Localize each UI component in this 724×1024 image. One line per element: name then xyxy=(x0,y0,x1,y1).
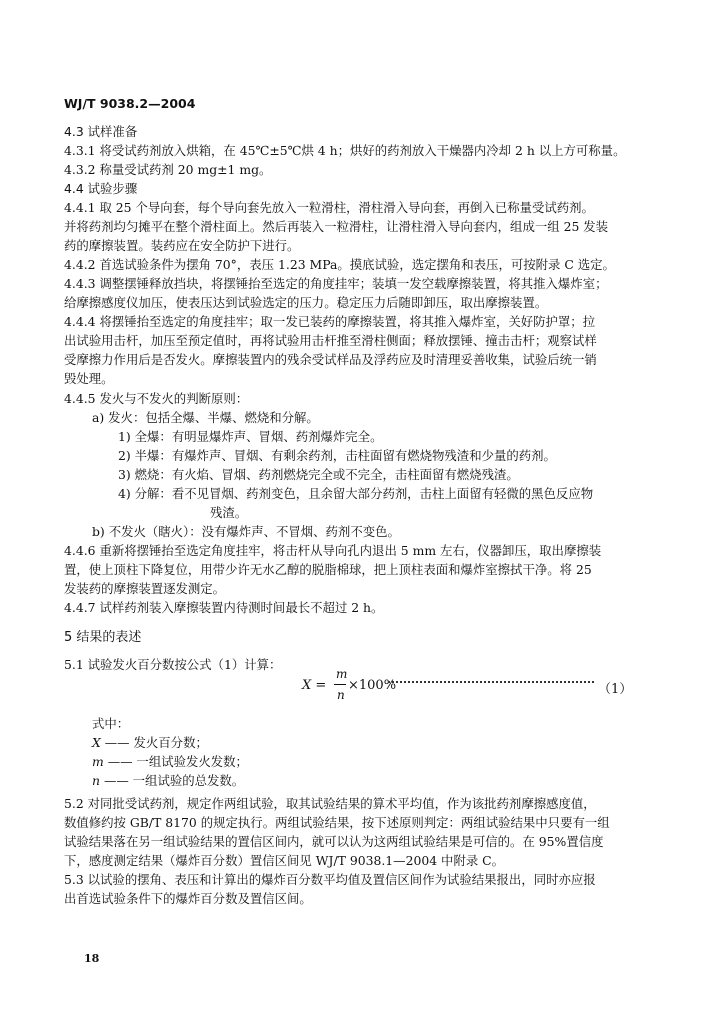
para-5-3-line2: 出首选试验条件下的爆炸百分数及置信区间。 xyxy=(64,891,312,906)
para-4-4-1-line2: 并将药剂均匀摊平在整个滑柱面上。然后再装入一粒滑柱，让滑柱滑入导向套内，组成一组 25 发装 xyxy=(64,219,609,234)
para-4-3-2: 4.3.2 称量受试药剂 20 mg±1 mg。 xyxy=(64,162,272,177)
formula-rhs: ×100% xyxy=(348,678,397,693)
formula-leader-dots xyxy=(388,681,594,683)
page-header: WJ/T 9038.2—2004 xyxy=(64,96,196,111)
para-4-4-2: 4.4.2 首选试验条件为摆角 70°，表压 1.23 MPa。摸底试验，选定摆角和表压，可按附录 C 选定。 xyxy=(64,257,615,272)
list-item-3: 3) 燃烧：有火焰、冒烟、药剂燃烧完全或不完全，击柱面留有燃烧残渣。 xyxy=(118,467,519,482)
para-4-4-4-line3: 受摩擦力作用后是否发火。摩擦装置内的残余受试样品及浮药应及时清理妥善收集，试验后统一销 xyxy=(64,352,597,367)
list-item-a: a) 发火：包括全爆、半爆、燃烧和分解。 xyxy=(92,410,319,425)
definition-row xyxy=(92,754,248,769)
definition-symbol: m xyxy=(92,754,104,769)
para-5-2-line2: 数值修约按 GB/T 8170 的规定执行。两组试验结果，按下述原则判定：两组试验结果中只要有一组 xyxy=(64,815,610,830)
para-4-4-6-line1: 4.4.6 重新将摆锤抬至选定角度挂牢，将击杆从导向孔内退出 5 mm 左右，仪器卸压，取出摩擦装 xyxy=(64,543,602,558)
para-4-4-6-line3: 发装药的摩擦装置逐发测定。 xyxy=(64,581,226,596)
para-5-3-line1: 5.3 以试验的摆角、表压和计算出的爆炸百分数平均值及置信区间作为试验结果报出，同时亦应报 xyxy=(64,872,596,887)
para-4-4-3-line1: 4.4.3 调整摆锤释放挡块，将摆锤抬至选定的角度挂牢；装填一发空载摩擦装置，将其推入爆炸室； xyxy=(64,276,608,291)
para-4-4-4-line4: 毁处理。 xyxy=(64,371,114,386)
para-4-4-1-line3: 药的摩擦装置。装药应在安全防护下进行。 xyxy=(64,238,300,253)
definition-text: —— 发火百分数； xyxy=(104,735,208,750)
para-5-2-line3: 试验结果落在另一组试验结果的置信区间内，就可以认为这两组试验结果是可信的。在 95%置信度 xyxy=(64,834,604,849)
list-item-2: 2) 半爆：有爆炸声、冒烟、有剩余药剂，击柱面留有燃烧物残渣和少量的药剂。 xyxy=(118,448,556,463)
definition-row xyxy=(92,773,244,788)
para-4-4-5: 4.4.5 发火与不发火的判断原则： xyxy=(64,391,249,406)
definition-symbol: n xyxy=(92,773,100,788)
definition-text: —— 一组试验的总发数。 xyxy=(103,773,245,788)
fraction-bar xyxy=(334,684,346,685)
where-label: 式中： xyxy=(92,716,130,731)
heading-4-4: 4.4 试验步骤 xyxy=(64,181,138,196)
para-4-4-4-line2: 出试验用击杆，加压至预定值时，再将试验用击杆推至滑柱侧面；释放摆锤、撞击击杆；观察试样 xyxy=(64,333,597,348)
heading-5: 5 结果的表述 xyxy=(64,630,142,645)
para-5-1: 5.1 试验发火百分数按公式（1）计算： xyxy=(64,657,282,672)
definition-symbol: X xyxy=(92,735,101,750)
list-item-b: b) 不发火（瞎火）：没有爆炸声、不冒烟、药剂不变色。 xyxy=(92,524,400,539)
para-4-4-7: 4.4.7 试样药剂装入摩擦装置内待测时间最长不超过 2 h。 xyxy=(64,600,384,615)
formula-number: （1） xyxy=(598,682,633,697)
para-4-4-6-line2: 置，使上顶柱下降复位，用带少许无水乙醇的脱脂棉球，把上顶柱表面和爆炸室擦拭干净。将 25 xyxy=(64,562,592,577)
heading-4-3: 4.3 试样准备 xyxy=(64,124,138,139)
para-5-2-line4: 下，感度测定结果（爆炸百分数）置信区间见 WJ/T 9038.1—2004 中附录 C。 xyxy=(64,853,505,868)
para-4-4-4-line1: 4.4.4 将摆锤抬至选定的角度挂牢；取一发已装药的摩擦装置，将其推入爆炸室，关好防护罩；拉 xyxy=(64,314,596,329)
page-number: 18 xyxy=(84,952,100,965)
para-4-3-1: 4.3.1 将受试药剂放入烘箱，在 45℃±5℃烘 4 h；烘好的药剂放入干燥器内冷却 2 h 以上方可称量。 xyxy=(64,143,626,158)
definition-row xyxy=(92,735,208,750)
para-4-4-3-line2: 给摩擦感度仪加压，使表压达到试验选定的压力。稳定压力后随即卸压，取出摩擦装置。 xyxy=(64,295,548,310)
para-5-2-line1: 5.2 对同批受试药剂，规定作两组试验，取其试验结果的算术平均值，作为该批药剂摩擦感度值， xyxy=(64,796,596,811)
definition-text: —— 一组试验发火发数； xyxy=(107,754,248,769)
formula-lhs: X = xyxy=(302,678,327,693)
formula-denominator: n xyxy=(337,688,345,702)
formula-numerator: m xyxy=(336,667,348,681)
list-item-4-continued: 残渣。 xyxy=(210,505,248,520)
list-item-1: 1) 全爆：有明显爆炸声、冒烟、药剂爆炸完全。 xyxy=(118,429,383,444)
list-item-4: 4) 分解：看不见冒烟、药剂变色，且余留大部分药剂，击柱上面留有轻微的黑色反应物 xyxy=(118,486,594,501)
para-4-4-1-line1: 4.4.1 取 25 个导向套，每个导向套先放入一粒滑柱，滑柱滑入导向套，再倒入已称量受试药剂。 xyxy=(64,200,594,215)
